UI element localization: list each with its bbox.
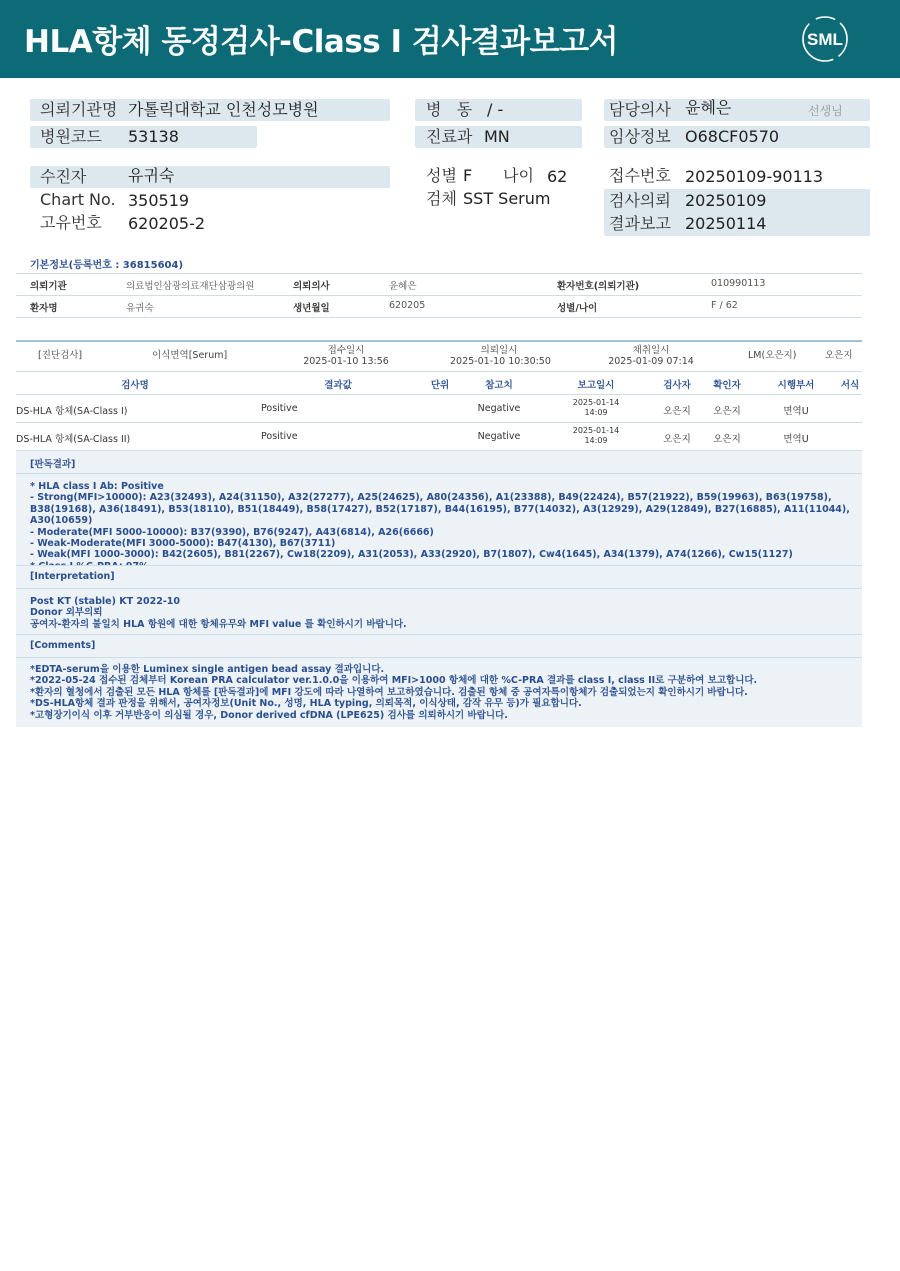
comments-body: [16, 657, 862, 727]
chart-label: Chart No.: [40, 190, 116, 209]
row-tester: 오은지: [663, 406, 691, 417]
id-value: 620205-2: [128, 214, 206, 233]
basic-inst-value: 의료법인삼광의료재단삼광의원: [126, 281, 255, 292]
interp-kr-body: [16, 473, 862, 566]
divider: [16, 394, 862, 395]
sex-value: F: [463, 166, 473, 185]
age-value: 62: [547, 167, 568, 186]
lab-receipt-value: 2025-01-10 13:56: [303, 356, 389, 367]
col-header-tester: 검사자: [663, 380, 691, 391]
col-header-unit: 단위: [430, 380, 450, 391]
row-date: 2025-01-14: [572, 398, 620, 407]
interp-kr-line: - Weak-Moderate(MFI 3000-5000): B47(4130), B67(3711): [30, 538, 336, 550]
row-dept: 면역U: [783, 434, 809, 445]
row-tester: 오은지: [663, 434, 691, 445]
interp-en-body: [16, 588, 862, 635]
sml-logo: [800, 14, 850, 64]
comments-title: [Comments]: [30, 640, 96, 651]
request-value: 20250109: [685, 191, 767, 210]
interp-kr-title: [판독결과]: [30, 459, 76, 470]
row-ref: Negative: [477, 431, 521, 442]
col-header-form: 서식: [840, 380, 860, 391]
basic-info-title: 기본정보(등록번호 : 36815604): [30, 260, 184, 271]
inst-label: 의뢰기관명: [40, 100, 118, 119]
inst-value: 가톨릭대학교 인천성모병원: [128, 100, 319, 119]
col-header-name: 검사명: [121, 380, 149, 391]
col-header-checker: 확인자: [713, 380, 741, 391]
row-result: Positive: [261, 431, 298, 442]
interp-en-header: [16, 565, 862, 588]
lab-receipt: [300, 345, 392, 367]
lab-diag: [진단검사]: [38, 350, 83, 361]
lab-collect: [608, 345, 694, 367]
row-dept: 면역U: [783, 406, 809, 417]
comment-line: *EDTA-serum을 이용한 Luminex single antigen bead assay 결과입니다.: [30, 664, 385, 675]
comment-line: *DS-HLA항체 결과 판정을 위해서, 공여자정보(Unit No., 성명, HLA typing, 의뢰목적, 이식상태, 감작 유무 등)가 필요합니다.: [30, 698, 582, 710]
comments-text: [30, 664, 858, 721]
divider: [16, 295, 862, 296]
basic-inst-label: 의뢰기관: [30, 281, 67, 292]
interp-kr-line: - Strong(MFI>10000): A23(32493), A24(31150), A32(27277), A25(24625), A80(24356), A1(23388), B49(22424), B57(21922), B59(19963), B63(19758), B38(19168), A36(18491), B53(18110), B51(18449), B58(17427), B52(17187), B44(16195), B77(14032), A3(12929), A29(12849), B27(16885), A11(11044), A30(10659): [30, 492, 850, 527]
row-name: DS-HLA 항체(SA-Class I): [16, 406, 128, 417]
interp-en-title: [Interpretation]: [30, 571, 115, 582]
receipt-value: 20250109-90113: [685, 167, 824, 186]
lab-lm: LM(오은지): [748, 350, 797, 361]
row-result: Positive: [261, 403, 298, 414]
interp-kr-line: * HLA class I Ab: Positive: [30, 481, 164, 492]
col-header-ref: 참고치: [485, 380, 513, 391]
clinical-value: O68CF0570: [685, 127, 780, 146]
row-report-time: [566, 426, 626, 446]
clinical-label: 임상정보: [609, 127, 671, 146]
row-date: 2025-01-14: [572, 426, 620, 435]
lab-collect-label: 채취일시: [632, 345, 670, 356]
report-title: HLA항체 동정검사-Class I 검사결과보고서: [24, 24, 618, 60]
basic-birth-value: 620205: [389, 300, 426, 311]
row-checker: 오은지: [713, 434, 741, 445]
lab-specimen: 이식면역[Serum]: [152, 350, 228, 361]
basic-patno-label: 환자번호(의뢰기관): [557, 281, 640, 292]
lab-request-label: 의뢰일시: [480, 345, 518, 356]
report-header: [0, 0, 900, 78]
col-header-date: 보고일시: [577, 380, 615, 391]
col-header-result: 결과값: [324, 380, 352, 391]
interp-en-line: Post KT (stable) KT 2022-10: [30, 596, 180, 607]
lab-collect-value: 2025-01-09 07:14: [608, 356, 694, 367]
specimen-label: 검체: [426, 189, 457, 208]
lab-request: [450, 345, 551, 367]
row-time: 14:09: [584, 436, 608, 445]
row-report-time: [566, 398, 626, 418]
comment-line: *환자의 혈청에서 검출된 모든 HLA 항체를 [판독결과]에 MFI 강도에 따라 나열하여 보고하였습니다. 검출된 항체 중 공여자특이항체가 검출되었는지 확인하시기 바랍니다.: [30, 686, 748, 698]
report-label: 결과보고: [609, 214, 671, 233]
interp-en-line: Donor 외부의뢰: [30, 607, 103, 619]
basic-patno-value: 010990113: [711, 278, 766, 289]
interp-kr-text: [30, 481, 858, 572]
basic-sexage-value: F / 62: [711, 300, 738, 311]
sex-label: 성별: [426, 166, 457, 185]
code-label: 병원코드: [40, 127, 102, 146]
divider: [16, 340, 862, 342]
comments-header: [16, 634, 862, 657]
row-ref: Negative: [477, 403, 521, 414]
age-label: 나이: [503, 166, 534, 185]
lab-person: 오은지: [825, 350, 853, 361]
interp-en-text: [30, 596, 858, 630]
patient-value: 유귀숙: [128, 166, 175, 185]
ward-value: / -: [487, 100, 504, 119]
row-time: 14:09: [584, 408, 608, 417]
interp-kr-line: - Weak(MFI 1000-3000): B42(2605), B81(2267), Cw18(2209), A31(2053), A33(2920), B7(1807), Cw4(1645), A34(1379), A74(1266), Cw15(1127): [30, 549, 793, 561]
col-header-dept: 시행부서: [777, 380, 815, 391]
dept-label: 진료과: [426, 127, 473, 146]
interp-en-line: 공여자-환자의 불일치 HLA 항원에 대한 항체유무와 MFI value 를 확인하시기 바랍니다.: [30, 618, 407, 630]
doctor-label: 담당의사: [609, 100, 671, 119]
comment-line: *2022-05-24 접수된 검체부터 Korean PRA calculator ver.1.0.0을 이용하여 MFI>1000 항체에 대한 %C-PRA 결과를 class I, class II로 구분하여 보고합니다.: [30, 675, 758, 687]
interp-kr-line: - Moderate(MFI 5000-10000): B37(9390), B76(9247), A43(6814), A26(6666): [30, 526, 434, 538]
lab-request-value: 2025-01-10 10:30:50: [450, 356, 551, 367]
divider: [16, 422, 862, 423]
basic-birth-label: 생년월일: [293, 303, 330, 314]
sml-logo-text: SML: [807, 30, 843, 49]
report-value: 20250114: [685, 214, 767, 233]
row-name: DS-HLA 항체(SA-Class II): [16, 434, 131, 445]
basic-sexage-label: 성별/나이: [557, 303, 598, 314]
patient-label: 수진자: [40, 167, 87, 186]
doctor-value: 윤혜은: [685, 98, 732, 117]
row-checker: 오은지: [713, 406, 741, 417]
interp-kr-header: [16, 450, 862, 473]
basic-doctor-value: 윤혜은: [389, 281, 417, 292]
specimen-value: SST Serum: [463, 189, 551, 208]
divider: [16, 273, 862, 274]
basic-doctor-label: 의뢰의사: [293, 281, 330, 292]
id-label: 고유번호: [40, 213, 102, 232]
divider: [16, 317, 862, 318]
comment-line: *고형장기이식 이후 거부반응이 의심될 경우, Donor derived cfDNA (LPE625) 검사를 의뢰하시기 바랍니다.: [30, 709, 508, 721]
request-label: 검사의뢰: [609, 191, 671, 210]
ward-label: 병 동: [426, 100, 473, 119]
code-value: 53138: [128, 127, 179, 146]
dept-value: MN: [484, 127, 510, 146]
basic-name-label: 환자명: [30, 303, 58, 314]
basic-name-value: 유귀숙: [126, 303, 154, 314]
doctor-suffix: 선생님: [808, 104, 843, 118]
divider: [16, 371, 862, 372]
chart-value: 350519: [128, 191, 190, 210]
receipt-label: 접수번호: [609, 166, 671, 185]
lab-receipt-label: 접수일시: [327, 345, 365, 356]
